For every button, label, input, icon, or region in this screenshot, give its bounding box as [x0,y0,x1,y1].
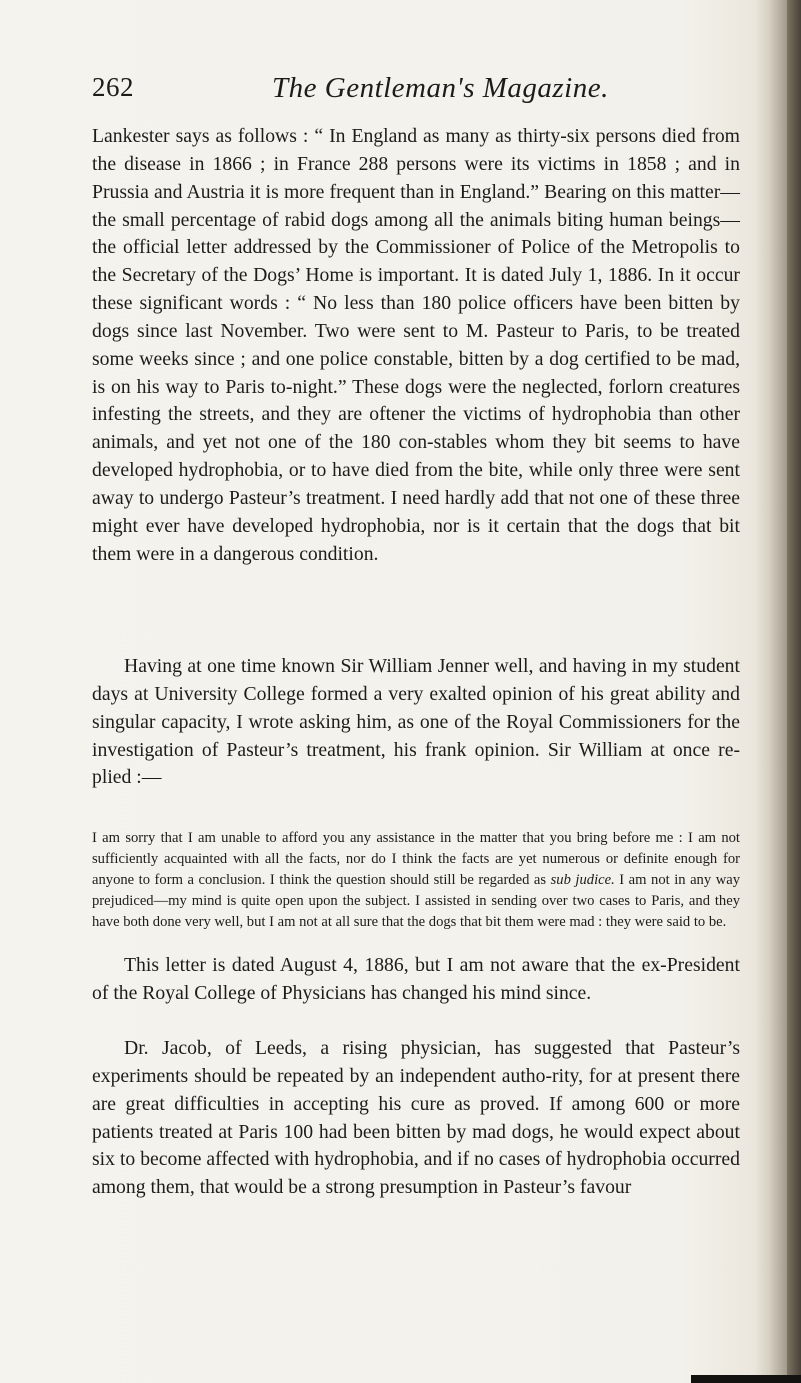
quote-text-after: I am not in any way prejudiced—my mind is quite open upon the subject. I assisted in sending over two cases to Paris, and they have both done very well, but I am not at all sure that the dogs that bit them were mad : they were said to be. [92,872,741,931]
paragraph-4: Dr. Jacob, of Leeds, a rising physician, has suggested that Pasteur’s experiments should be repeated by an independent autho-rity, for at present there are great difficulties in accepting his cure as proved. If among 600 or more patients treated at Paris 100 had been bitten by mad dogs, he would expect about six to become affected with hydrophobia, and if no cases of hydrophobia occurred among them, that would be a strong presumption in Pasteur’s favour [92,1037,740,1199]
bottom-edge-mark [691,1375,801,1383]
running-title: The Gentleman's Magazine. [272,72,609,104]
paragraph-2: Having at one time known Sir William Jenner well, and having in my student days at University College formed a very exalted opinion of his great ability and singular capacity, I wrote asking him, as one of the Royal Commissioners for the investigation of Pasteur’s treatment, his frank opinion. Sir William at once re-plied :— [92,655,740,789]
quote-text-italic: sub judice. [550,872,615,889]
page-number: 262 [92,72,134,102]
running-header [92,72,742,112]
quote-text-before: I am sorry that I am unable to afford you any assistance in the matter that you bring before me : I am not sufficiently acquainted with all the facts, nor do I think the facts are yet numerous or definite enough for anyone to form a conclusion. I think the question should still be regarded as [92,830,740,889]
paragraph-1: Lankester says as follows : “ In England as many as thirty-six persons died from the disease in 1866 ; in France 288 persons were its victims in 1858 ; and in Prussia and Austria it is more frequent than in England.” Bearing on this matter—the small percentage of rabid dogs among all the animals biting human beings—the official letter addressed by the Commissioner of Police of the Metropolis to the Secretary of the Dogs’ Home is important. It is dated July 1, 1886. In it occur these significant words : “ No less than 180 police officers have been bitten by dogs since last November. Two were sent to M. Pasteur to Paris, to be treated some weeks since ; and one police constable, bitten by a dog certified to be mad, is on his way to Paris to-night.” These dogs were the neglected, forlorn creatures infesting the streets, and they are oftener the victims of hydrophobia than other animals, and yet not one of the 180 con-stables whom they bit seems to have developed hydrophobia, or to have died from the bite, while only three were sent away to undergo Pasteur’s treatment. I need hardly add that not one of these three might ever have developed hydrophobia, nor is it certain that the dogs that bit them were in a dangerous condition. [92,125,740,565]
page-spine-edge [787,0,801,1383]
paragraph-3: This letter is dated August 4, 1886, but I am not aware that the ex-President of the Royal College of Physicians has changed his mind since. [92,954,740,1004]
block-quote [92,828,740,933]
